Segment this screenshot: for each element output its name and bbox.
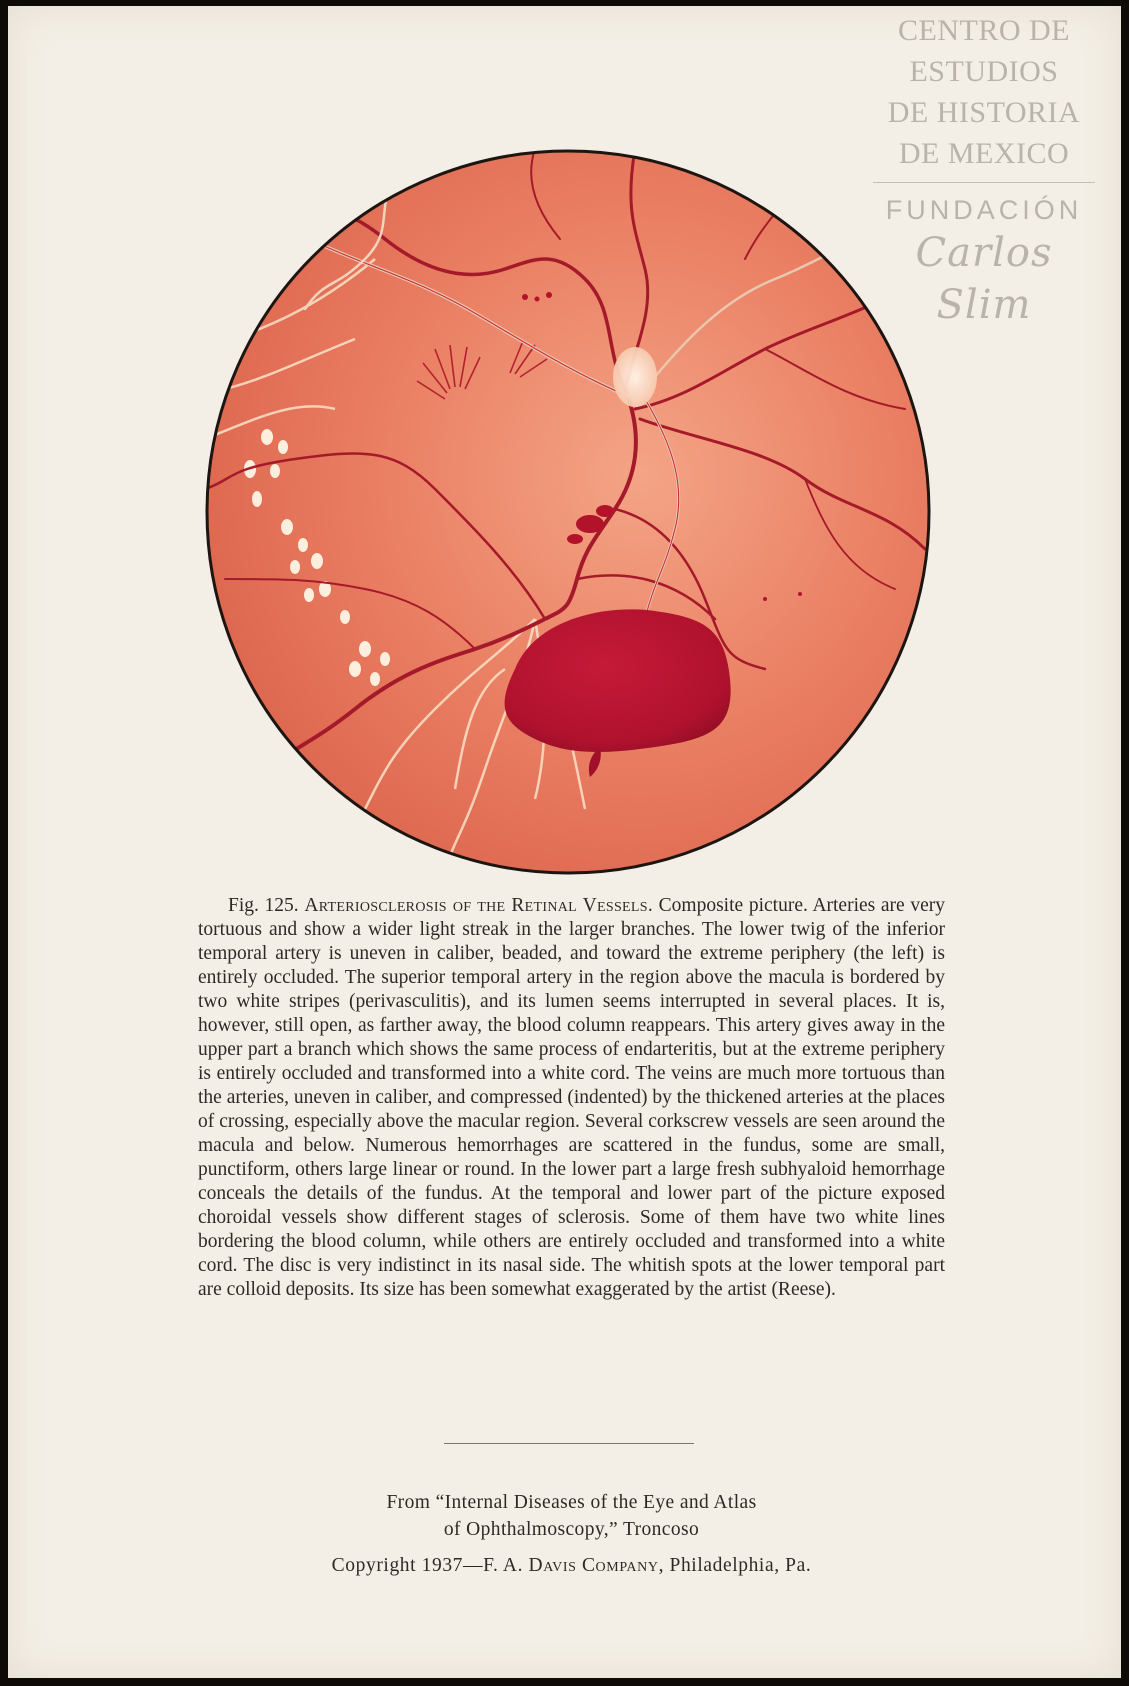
publisher-name: F. A. Davis Company	[483, 1555, 659, 1576]
watermark-line: CENTRO DE	[898, 14, 1070, 47]
publisher-place: , Philadelphia, Pa.	[658, 1555, 812, 1576]
watermark-foundation: FUNDACIÓN	[885, 195, 1083, 225]
source-line-1: From “Internal Diseases of the Eye and Atlas	[386, 1492, 757, 1513]
watermark-line: DE MEXICO	[898, 137, 1070, 170]
figure-number: Fig. 125.	[228, 895, 299, 916]
section-divider	[444, 1443, 694, 1444]
figure-title: Arteriosclerosis of the Retinal Vessels.	[304, 895, 653, 916]
watermark-signature: Carlos Slim	[915, 230, 1053, 328]
retina-drawing	[205, 149, 931, 875]
source-line-2: of Ophthalmoscopy,” Troncoso	[443, 1519, 700, 1540]
optic-disc	[613, 347, 657, 407]
watermark-line: DE HISTORIA	[887, 96, 1081, 129]
watermark-line: ESTUDIOS	[909, 55, 1059, 88]
fundus-illustration	[205, 149, 931, 875]
caption-body: Composite picture. Arteries are very tortuous and show a wider light streak in the larger branches. The lower twig of the inferior temporal artery is uneven in caliber, beaded, and toward the extreme periphery (the left) is entirely occluded. The superior temporal artery in the region above the macula is bordered by two white stripes (perivasculitis), and its lumen seems interrupted in several places. It is, however, still open, as farther away, the blood column reappears. This artery gives away in the upper part a branch which shows the same process of endarteritis, but at the extreme periphery is entirely occluded and transformed into a white cord. The veins are much more tortuous than the arteries, uneven in caliber, and compressed (indented) by the thickened arteries at the places of crossing, especially above the macular region. Several corkscrew vessels are seen around the macula and below. Numerous hemorrhages are scattered in the fundus, some are small, punctiform, others large linear or round. In the lower part a large fresh subhyaloid hemorrhage conceals the details of the fundus. At the temporal and lower part of the picture exposed choroidal vessels show different stages of sclerosis. Some of them have two white lines bordering the blood column, while others are entirely occluded and transformed into a white cord. The disc is very indistinct in its nasal side. The whitish spots at the lower temporal part are colloid deposits. Its size has been somewhat exaggerated by the artist (Reese).	[198, 895, 946, 1300]
book-plate-page	[8, 6, 1121, 1678]
fundus-background	[207, 151, 929, 873]
figure-caption	[198, 894, 945, 1302]
copyright-line	[198, 1555, 945, 1577]
copyright-prefix: Copyright 1937—	[331, 1555, 484, 1576]
